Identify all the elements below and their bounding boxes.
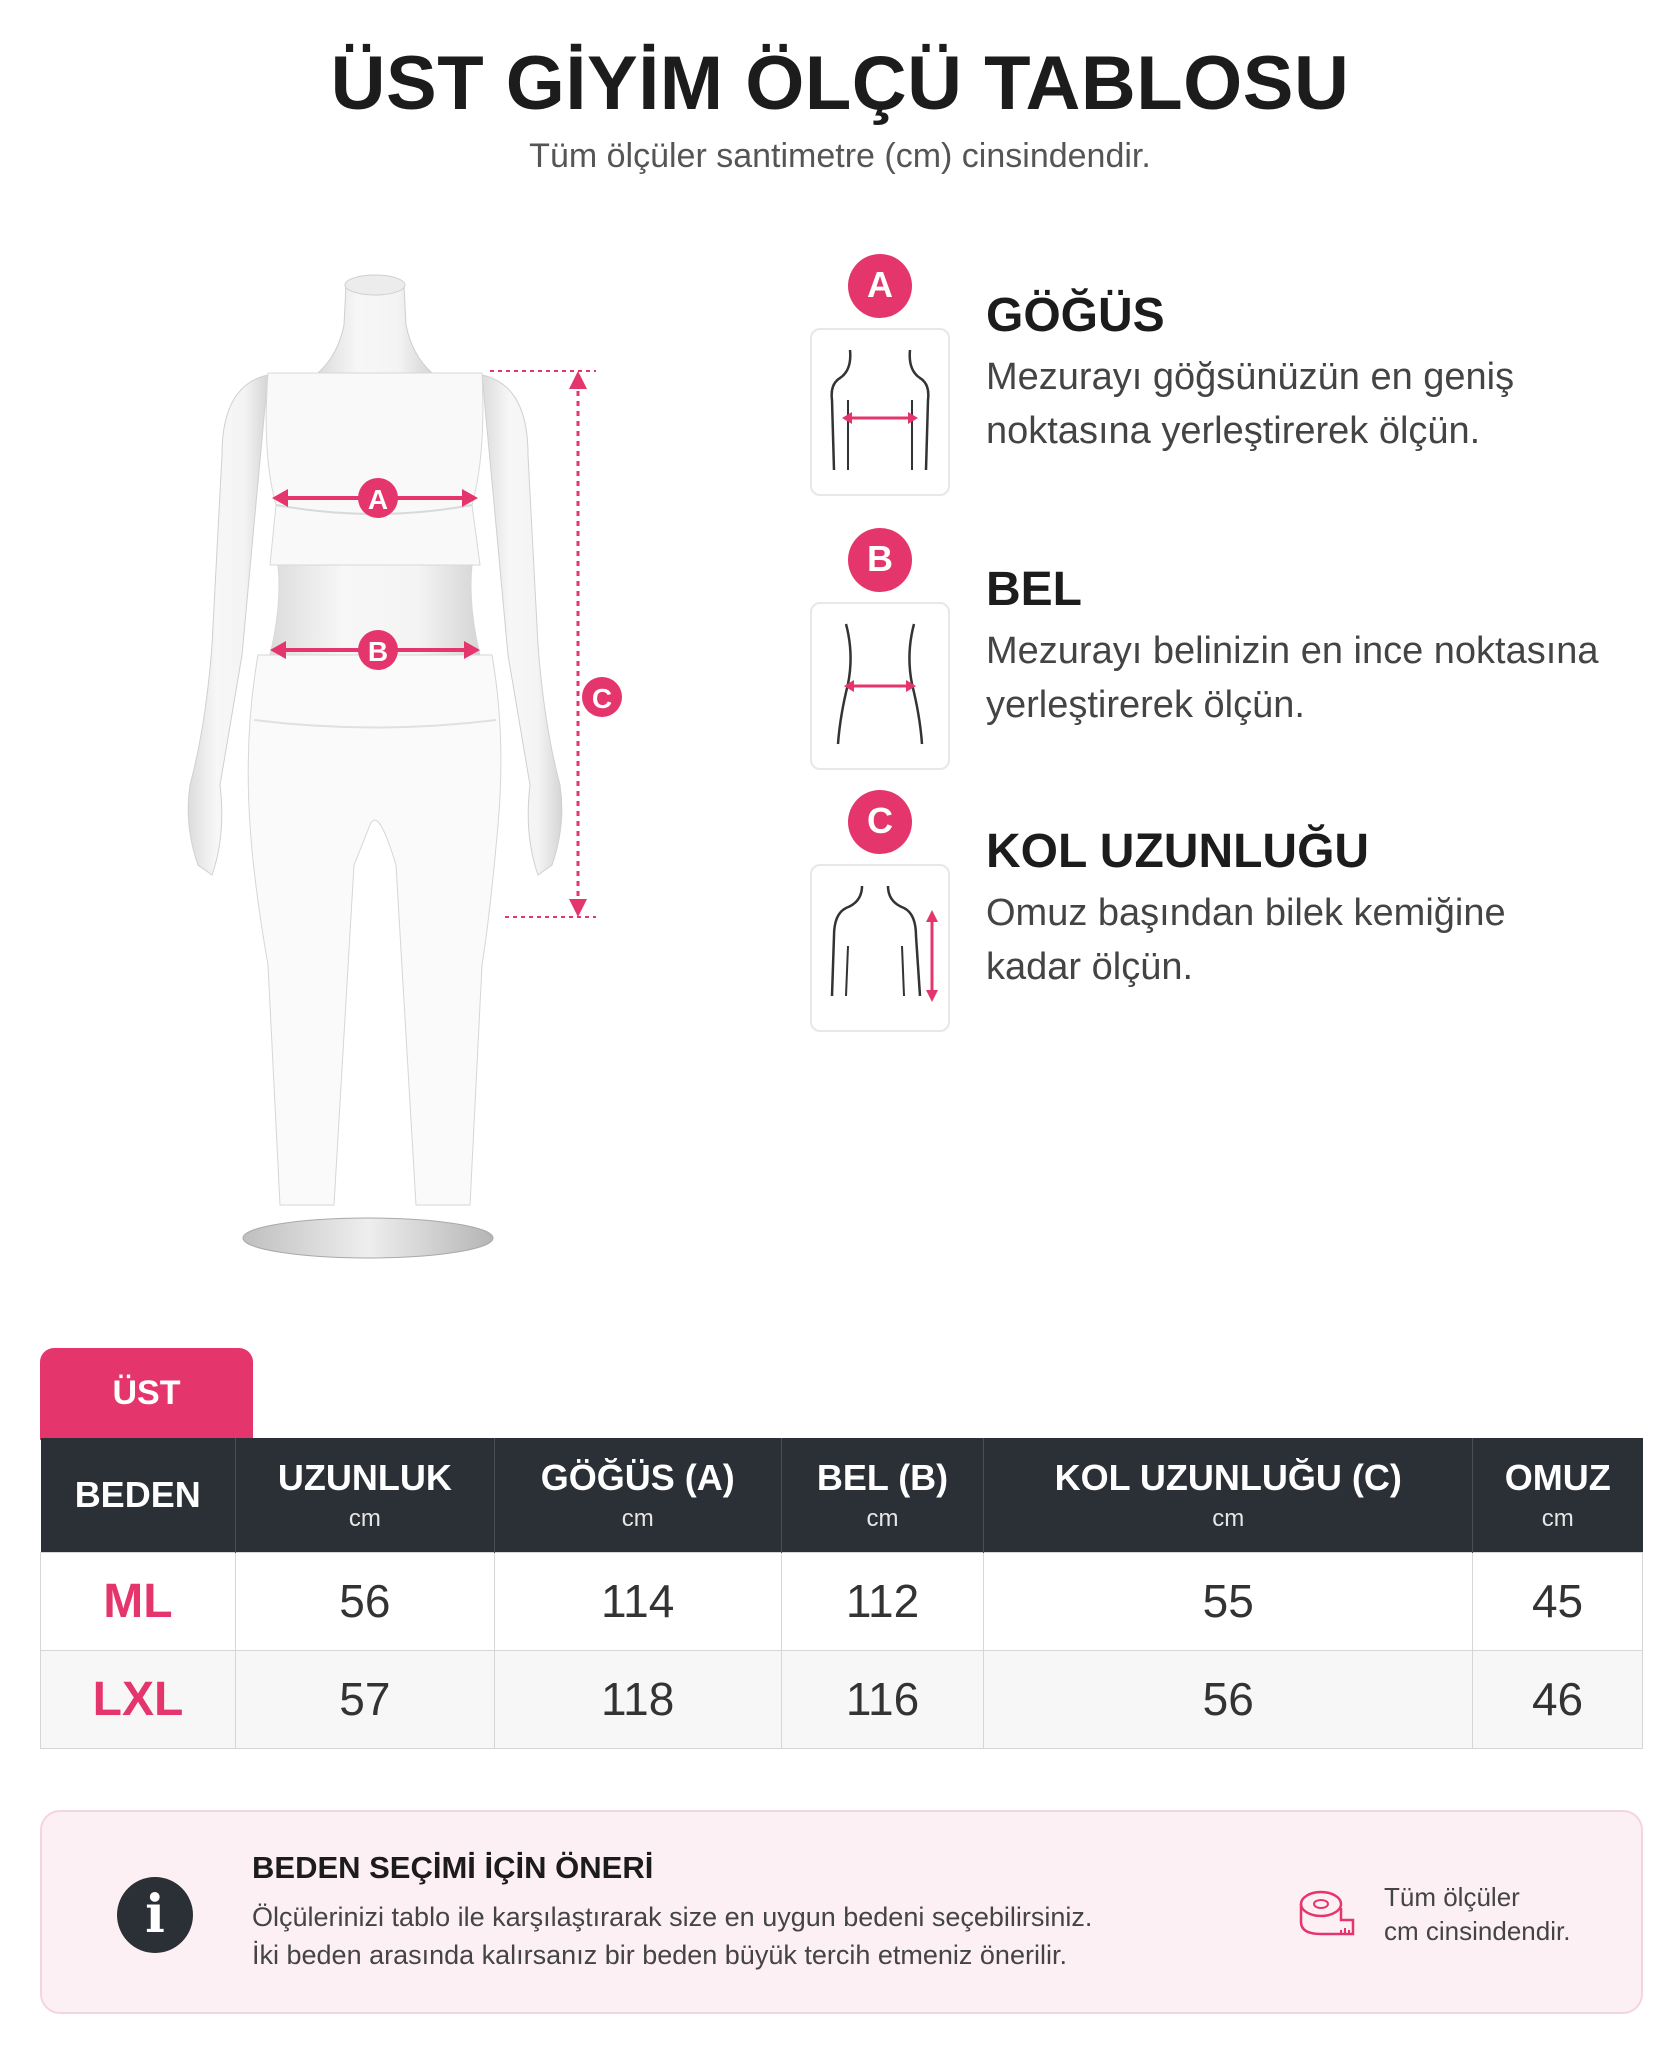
- table-cell: 118: [494, 1650, 781, 1748]
- header-omuz: [1473, 1438, 1643, 1552]
- table-row: [41, 1650, 1643, 1748]
- header-unit: cm: [1541, 1504, 1574, 1532]
- table-cell: 46: [1473, 1650, 1643, 1748]
- header-bel: [781, 1438, 984, 1552]
- desc-line: Mezurayı göğsünüzün en geniş: [986, 356, 1515, 398]
- size-label: ML: [41, 1552, 236, 1650]
- marker-b: B: [367, 636, 389, 667]
- header-unit: cm: [866, 1504, 899, 1532]
- table-cell: 114: [494, 1552, 781, 1650]
- waist-measure-icon: [810, 602, 950, 770]
- header-label: BEL (B): [816, 1456, 949, 1498]
- mannequin-figure: [150, 265, 680, 1275]
- info-icon: i: [117, 1877, 193, 1953]
- note-line: cm cinsindendir.: [1384, 1916, 1571, 1946]
- desc-line: yerleştirerek ölçün.: [986, 684, 1305, 726]
- measuring-tape-icon: [1297, 1884, 1357, 1944]
- header-label: OMUZ: [1504, 1456, 1611, 1498]
- tab-ust[interactable]: ÜST: [40, 1348, 253, 1440]
- chest-measure-icon: [810, 328, 950, 496]
- table-cell: 116: [781, 1650, 984, 1748]
- table-header-row: [41, 1438, 1643, 1552]
- measure-desc-chest: [986, 350, 1646, 458]
- size-table: [40, 1438, 1643, 1749]
- table-cell: 55: [984, 1552, 1473, 1650]
- note-line: Tüm ölçüler: [1384, 1882, 1520, 1912]
- badge-b: B: [848, 528, 912, 592]
- header-unit: cm: [621, 1504, 654, 1532]
- advice-title: BEDEN SEÇİMİ İÇİN ÖNERİ: [252, 1850, 654, 1885]
- page-title: ÜST GİYİM ÖLÇÜ TABLOSU: [330, 41, 1350, 126]
- header-label: GÖĞÜS (A): [540, 1456, 735, 1498]
- header-label: BEDEN: [74, 1473, 201, 1515]
- table-cell: 56: [984, 1650, 1473, 1748]
- measure-sleeve: [810, 790, 1660, 1050]
- advice-box: [40, 1810, 1643, 2014]
- sleeve-measure-icon: [810, 864, 950, 1032]
- measure-title-sleeve: KOL UZUNLUĞU: [986, 825, 1370, 878]
- table-row: [41, 1552, 1643, 1650]
- advice-note: [1384, 1880, 1614, 1948]
- header-unit: cm: [1212, 1504, 1245, 1532]
- table-cell: 45: [1473, 1552, 1643, 1650]
- advice-text-line1: Ölçülerinizi tablo ile karşılaştırarak size en uygun bedeni seçebilirsiniz.: [252, 1902, 1093, 1932]
- table-cell: 57: [235, 1650, 494, 1748]
- badge-a: A: [848, 254, 912, 318]
- header-label: KOL UZUNLUĞU (C): [1054, 1456, 1402, 1498]
- measure-title-waist: BEL: [986, 563, 1082, 616]
- measure-waist: [810, 528, 1660, 788]
- marker-c: C: [591, 683, 613, 714]
- header-label: UZUNLUK: [277, 1456, 452, 1498]
- header-kol-uzunlugu: [984, 1438, 1473, 1552]
- table-cell: 112: [781, 1552, 984, 1650]
- measure-chest: [810, 254, 1660, 514]
- advice-text-line2: İki beden arasında kalırsanız bir beden büyük tercih etmeniz önerilir.: [252, 1940, 1067, 1970]
- header-uzunluk: [235, 1438, 494, 1552]
- header-unit: cm: [348, 1504, 381, 1532]
- measure-desc-waist: [986, 624, 1646, 732]
- measure-title-chest: GÖĞÜS: [986, 289, 1165, 342]
- desc-line: Mezurayı belinizin en ince noktasına: [986, 630, 1599, 672]
- measure-desc-sleeve: [986, 886, 1646, 994]
- page-subtitle: Tüm ölçüler santimetre (cm) cinsindendir.: [529, 137, 1151, 175]
- badge-c: C: [848, 790, 912, 854]
- size-label: LXL: [41, 1650, 236, 1748]
- header-gogus: [494, 1438, 781, 1552]
- header-beden: [41, 1438, 236, 1552]
- desc-line: noktasına yerleştirerek ölçün.: [986, 410, 1481, 452]
- desc-line: Omuz başından bilek kemiğine: [986, 892, 1506, 934]
- table-cell: 56: [235, 1552, 494, 1650]
- marker-a: A: [367, 484, 389, 515]
- desc-line: kadar ölçün.: [986, 946, 1194, 988]
